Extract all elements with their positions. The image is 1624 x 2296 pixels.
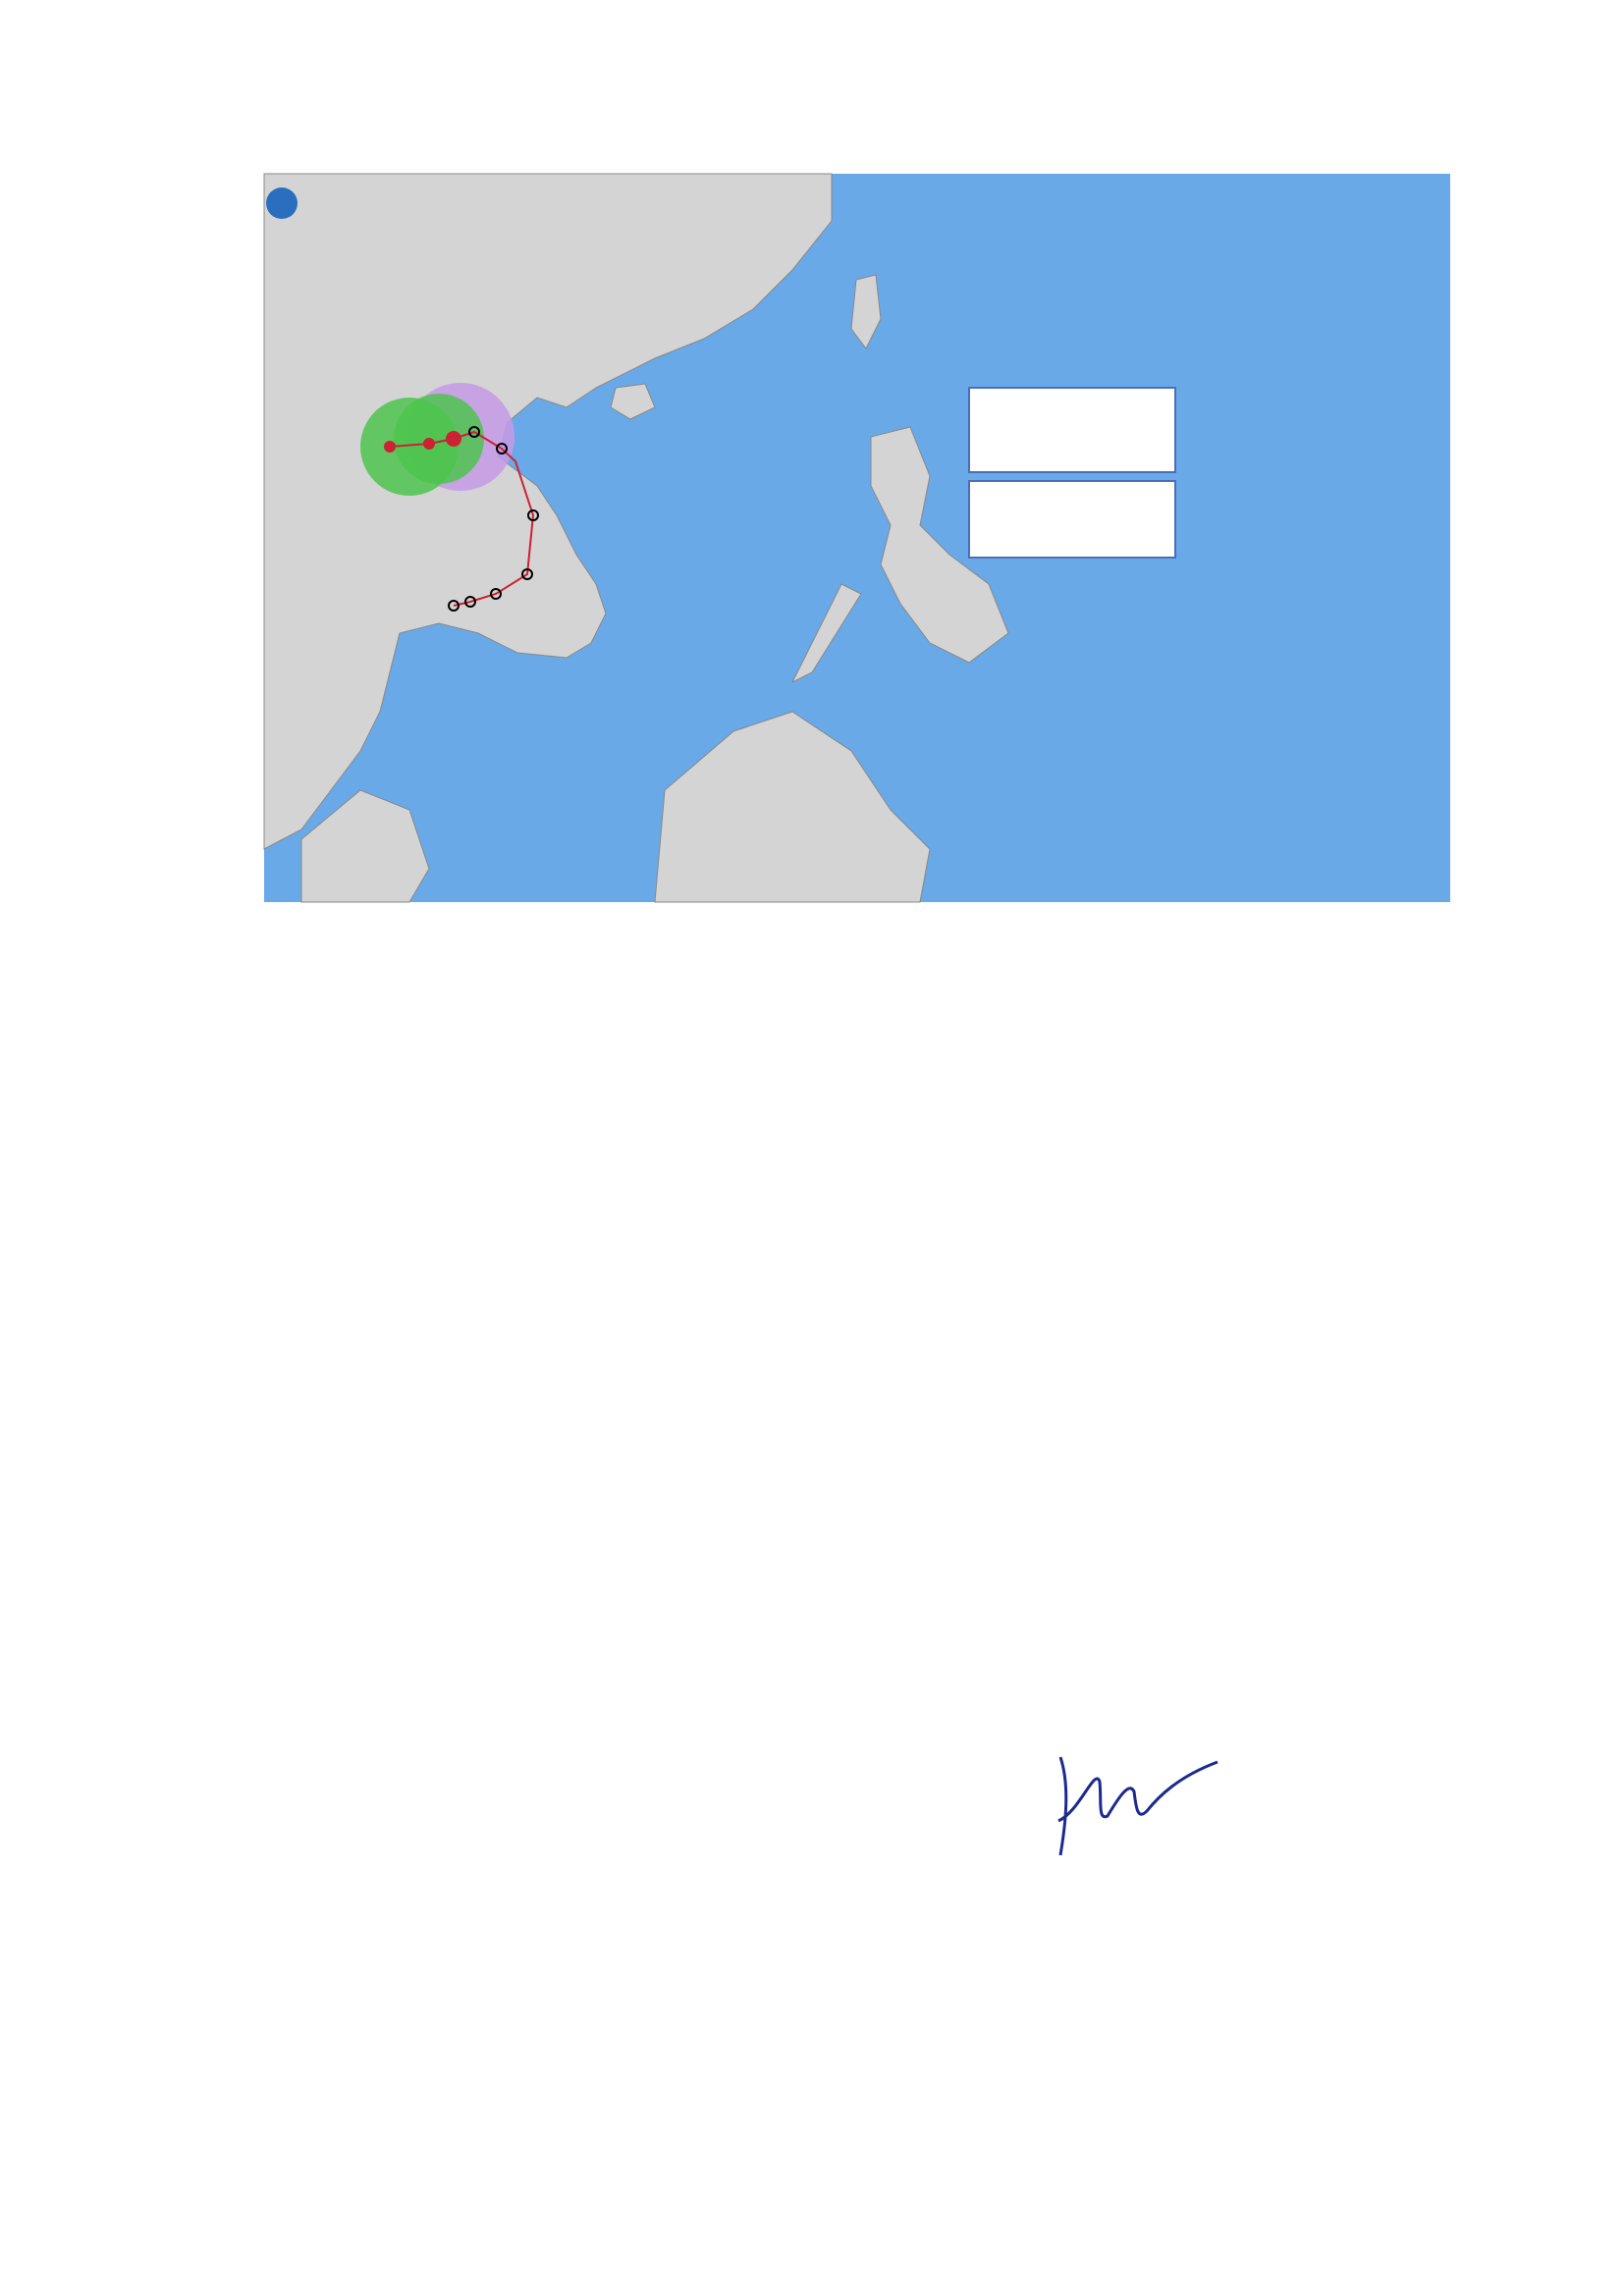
org-logo [266,187,298,219]
info-box [969,388,1175,472]
map-svg [243,162,1460,910]
forecast-point-25 [423,438,435,450]
storm-track-map [243,162,1460,910]
legend-box [969,481,1175,558]
handwritten-signature [1041,1728,1227,1875]
forecast-point-26 [384,441,396,453]
danger-zone-2 [360,398,459,496]
current-position [446,431,461,447]
